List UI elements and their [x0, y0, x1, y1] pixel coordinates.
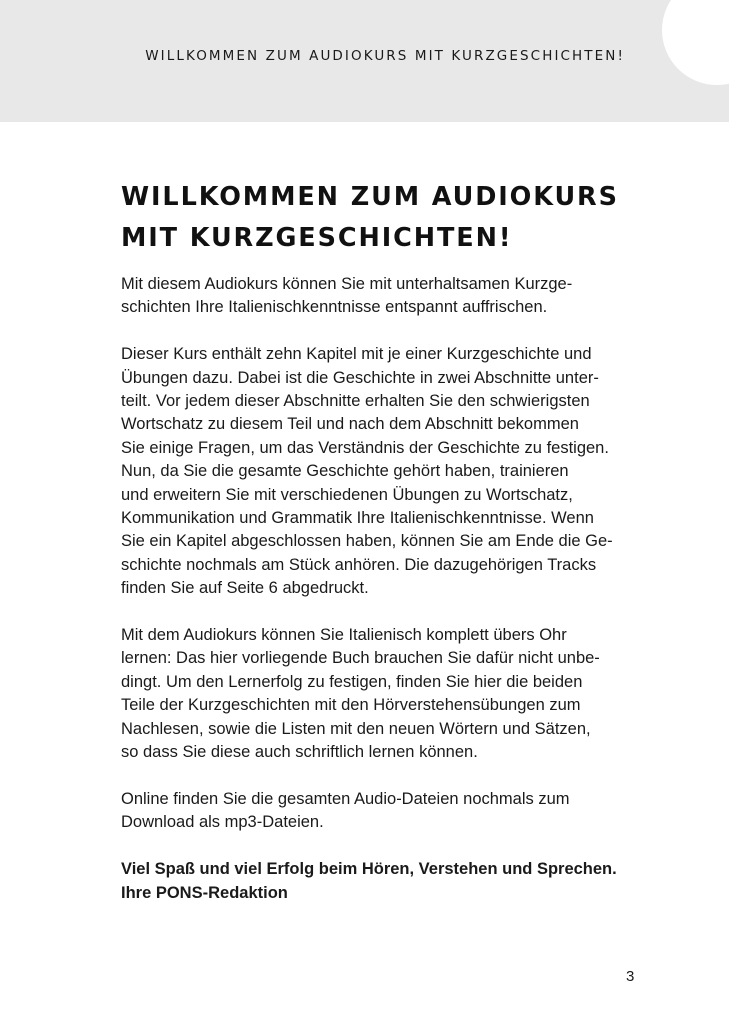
text-line: Übungen dazu. Dabei ist die Geschichte in zwei Abschnitte unter- [121, 368, 599, 387]
paragraph-audio-learning [121, 624, 651, 764]
text-line: so dass Sie diese auch schriftlich lernen können. [121, 743, 478, 762]
text-line: Kommunikation und Grammatik Ihre Italienischkenntnisse. Wenn [121, 509, 594, 528]
text-line: schichte nochmals am Stück anhören. Die dazugehörigen Tracks [121, 555, 597, 574]
text-line: Dieser Kurs enthält zehn Kapitel mit je einer Kurzgeschichte und [121, 345, 592, 364]
closing-signoff [121, 858, 651, 905]
paragraph-intro [121, 273, 651, 320]
paragraph-online-download [121, 788, 651, 835]
text-line: Nachlesen, sowie die Listen mit den neuen Wörtern und Sätzen, [121, 719, 591, 738]
text-line: Sie ein Kapitel abgeschlossen haben, können Sie am Ende die Ge- [121, 532, 613, 551]
text-line: teilt. Vor jedem dieser Abschnitte erhalten Sie den schwierigsten [121, 392, 590, 411]
running-head: WILLKOMMEN ZUM AUDIOKURS MIT KURZGESCHICHTEN! [145, 48, 625, 64]
text-line: Sie einige Fragen, um das Verständnis der Geschichte zu festigen. [121, 438, 609, 457]
text-line: und erweitern Sie mit verschiedenen Übungen zu Wortschatz, [121, 485, 573, 504]
text-line: lernen: Das hier vorliegende Buch brauchen Sie dafür nicht unbe- [121, 649, 600, 668]
text-line: Download als mp3-Dateien. [121, 813, 324, 832]
chapter-title [121, 177, 681, 259]
text-line: finden Sie auf Seite 6 abgedruckt. [121, 579, 369, 598]
closing-line: Viel Spaß und viel Erfolg beim Hören, Verstehen und Sprechen. [121, 860, 617, 879]
text-line: Online finden Sie die gesamten Audio-Dateien nochmals zum [121, 789, 570, 808]
text-line: dingt. Um den Lernerfolg zu festigen, finden Sie hier die beiden [121, 672, 583, 691]
text-line: Nun, da Sie die gesamte Geschichte gehört haben, trainieren [121, 462, 569, 481]
chapter-title-line: MIT KURZGESCHICHTEN! [121, 223, 513, 253]
text-line: Mit dem Audiokurs können Sie Italienisch komplett übers Ohr [121, 626, 567, 645]
text-line: Mit diesem Audiokurs können Sie mit unterhaltsamen Kurzge- [121, 275, 573, 293]
text-line: schichten Ihre Italienischkenntnisse entspannt auffrischen. [121, 298, 548, 317]
text-line: Wortschatz zu diesem Teil und nach dem Abschnitt bekommen [121, 415, 579, 434]
paragraph-course-structure [121, 343, 651, 600]
chapter-title-line: WILLKOMMEN ZUM AUDIOKURS [121, 182, 619, 212]
text-line: Teile der Kurzgeschichten mit den Hörverstehensübungen zum [121, 696, 581, 715]
body-text [121, 273, 651, 905]
page-number: 3 [626, 968, 635, 985]
closing-line: Ihre PONS-Redaktion [121, 883, 288, 902]
